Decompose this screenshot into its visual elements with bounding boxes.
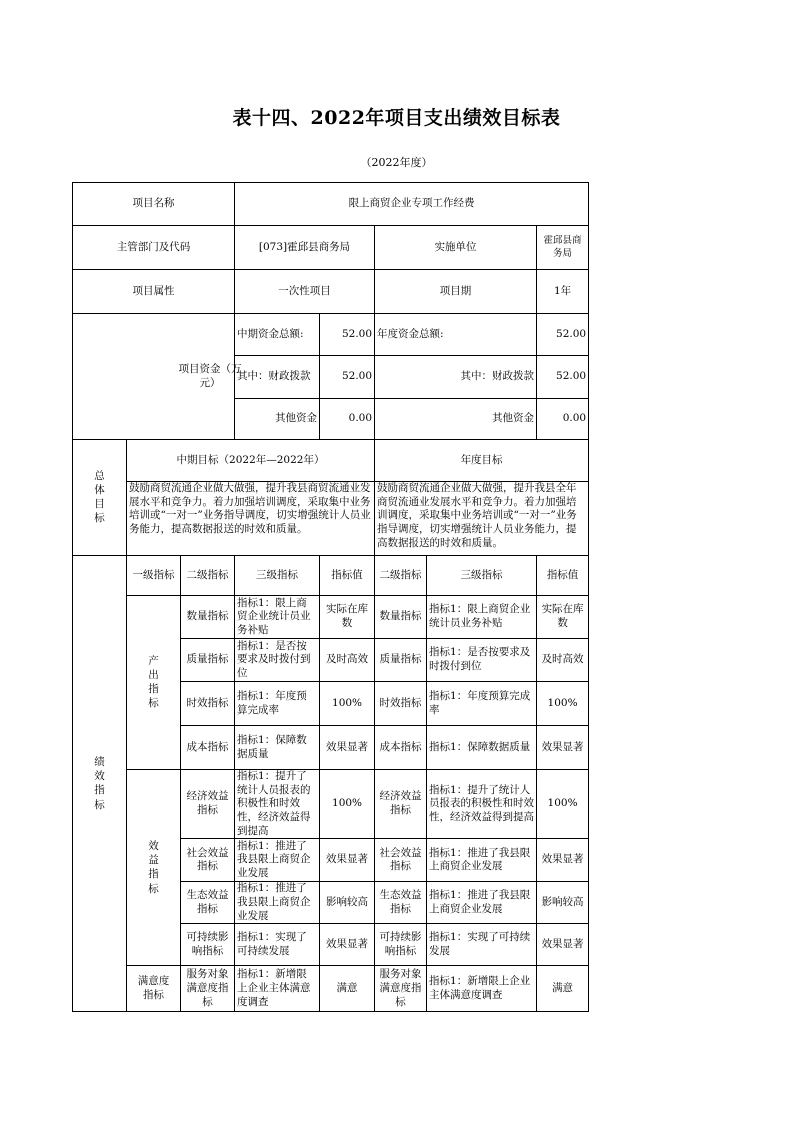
table-row-l3: 指标1：推进了我县限上商贸企业发展 <box>235 839 320 882</box>
table-row-l2b: 质量指标 <box>375 639 427 682</box>
header-level3b: 三级指标 <box>427 556 537 596</box>
project-period-value: 1年 <box>537 270 589 314</box>
mid-fin-value: 52.00 <box>320 356 375 399</box>
table-row-value: 效果显著 <box>320 924 375 966</box>
table-row-l3: 指标1：是否按要求及时拨付到位 <box>235 639 320 682</box>
overall-goal-label-text: 总体目标 <box>94 469 105 525</box>
table-row-l3: 指标1：推进了我县限上商贸企业发展 <box>235 882 320 924</box>
table-row-l3b: 指标1：新增限上企业主体满意度调查 <box>427 966 537 1012</box>
table-row-value: 效果显著 <box>320 726 375 770</box>
year-fin-label: 其中：财政拨款 <box>375 356 537 399</box>
table-row-valueb: 影响较高 <box>537 882 589 924</box>
table-row-l2: 质量指标 <box>181 639 235 682</box>
header-level3: 三级指标 <box>235 556 320 596</box>
header-level2b: 二级指标 <box>375 556 427 596</box>
table-row-l3b: 指标1：年度预算完成率 <box>427 682 537 726</box>
impl-unit-label: 实施单位 <box>375 226 537 270</box>
table-row-valueb: 实际在库数 <box>537 596 589 639</box>
mid-other-label: 其他资金 <box>235 399 320 440</box>
project-attr-value: 一次性项目 <box>235 270 375 314</box>
table-row-l3b: 指标1：推进了我县限上商贸企业发展 <box>427 882 537 924</box>
mid-goal-text: 鼓励商贸流通企业做大做强，提升我县商贸流通业发展水平和竞争力。着力加强培训调度，采取集中业务培训或“一对一”业务指导调度，切实增强统计人员业务能力，提高数据报送的时效和质量。 <box>127 482 375 556</box>
output-label <box>127 596 181 770</box>
table-row-l2b: 服务对象满意度指标 <box>375 966 427 1012</box>
funds-label-text: 项目资金（万元） <box>178 362 242 389</box>
mid-other-value: 0.00 <box>320 399 375 440</box>
benefit-label <box>127 770 181 966</box>
table-row-valueb: 满意 <box>537 966 589 1012</box>
mid-total-value: 52.00 <box>320 314 375 356</box>
table-row-l2: 数量指标 <box>181 596 235 639</box>
mid-goal-header: 中期目标（2022年—2022年） <box>127 440 375 482</box>
table-row-valueb: 效果显著 <box>537 924 589 966</box>
year-goal-header: 年度目标 <box>375 440 589 482</box>
header-level1: 一级指标 <box>127 556 181 596</box>
table-row-l3: 指标1：新增限上企业主体满意度调查 <box>235 966 320 1012</box>
table-row-l2b: 经济效益指标 <box>375 770 427 839</box>
year-fin-value: 52.00 <box>537 356 589 399</box>
table-row-value: 满意 <box>320 966 375 1012</box>
table-row-l3: 指标1：保障数据质量 <box>235 726 320 770</box>
project-name-label: 项目名称 <box>73 183 235 226</box>
year-total-value: 52.00 <box>537 314 589 356</box>
table-row-l2: 时效指标 <box>181 682 235 726</box>
table-row-l3b: 指标1：实现了可持续发展 <box>427 924 537 966</box>
project-name-value: 限上商贸企业专项工作经费 <box>235 183 589 226</box>
table-row-l3: 指标1：提升了统计人员报表的积极性和时效性，经济效益得到提高 <box>235 770 320 839</box>
table-row-value: 及时高效 <box>320 639 375 682</box>
table-row-l3b: 指标1：是否按要求及时拨付到位 <box>427 639 537 682</box>
impl-unit-value: 霍邱县商务局 <box>537 226 589 270</box>
dept-label: 主管部门及代码 <box>73 226 235 270</box>
header-value: 指标值 <box>320 556 375 596</box>
perf-label <box>73 556 127 1012</box>
table-row-l2: 成本指标 <box>181 726 235 770</box>
year-other-label: 其他资金 <box>375 399 537 440</box>
table-row-l3b: 指标1：提升了统计人员报表的积极性和时效性，经济效益得到提高 <box>427 770 537 839</box>
year-total-label: 年度资金总额: <box>375 314 537 356</box>
output-label-text: 产出指标 <box>148 654 159 710</box>
satisfaction-label-text: 满意度指标 <box>137 975 170 1001</box>
table-row-valueb: 及时高效 <box>537 639 589 682</box>
table-row-l2: 生态效益指标 <box>181 882 235 924</box>
table-row-l3b: 指标1：推进了我县限上商贸企业发展 <box>427 839 537 882</box>
table-row-l2b: 社会效益指标 <box>375 839 427 882</box>
table-row-l2: 社会效益指标 <box>181 839 235 882</box>
table-row-l2: 可持续影响指标 <box>181 924 235 966</box>
table-row-l2b: 数量指标 <box>375 596 427 639</box>
table-row-valueb: 效果显著 <box>537 839 589 882</box>
mid-fin-label: 其中：财政拨款 <box>235 356 320 399</box>
table-row-value: 影响较高 <box>320 882 375 924</box>
table-row-value: 实际在库数 <box>320 596 375 639</box>
table-row-l3b: 指标1：限上商贸企业统计员业务补贴 <box>427 596 537 639</box>
year-label: （2022年度） <box>360 156 433 169</box>
funds-label <box>73 314 242 440</box>
dept-value: [073]霍邱县商务局 <box>235 226 375 270</box>
page-title: 表十四、2022年项目支出绩效目标表 <box>232 107 561 129</box>
year-other-value: 0.00 <box>537 399 589 440</box>
table-row-l2b: 生态效益指标 <box>375 882 427 924</box>
table-row-l3: 指标1：实现了可持续发展 <box>235 924 320 966</box>
table-row-value: 100% <box>320 682 375 726</box>
header-valueb: 指标值 <box>537 556 589 596</box>
table-row-value: 效果显著 <box>320 839 375 882</box>
year-goal-text: 鼓励商贸流通企业做大做强，提升我县全年商贸流通业发展水平和竞争力。着力加强培训调度，采取集中业务培训或“一对一”业务指导调度，切实增强统计人员业务能力，提高数据报送的时效和质量。 <box>375 482 589 556</box>
table-row-value: 100% <box>320 770 375 839</box>
table-row-l2b: 成本指标 <box>375 726 427 770</box>
benefit-label-text: 效益指标 <box>148 840 159 895</box>
table-row-valueb: 效果显著 <box>537 726 589 770</box>
table-row-l3: 指标1：限上商贸企业统计员业务补贴 <box>235 596 320 639</box>
project-attr-label: 项目属性 <box>73 270 235 314</box>
performance-table <box>72 182 589 1012</box>
project-period-label: 项目期 <box>375 270 537 314</box>
table-row-l3: 指标1：年度预算完成率 <box>235 682 320 726</box>
table-row-l2b: 可持续影响指标 <box>375 924 427 966</box>
table-row-valueb: 100% <box>537 682 589 726</box>
mid-total-label: 中期资金总额: <box>235 314 320 356</box>
perf-label-text: 绩效指标 <box>94 756 105 811</box>
table-row-l2b: 时效指标 <box>375 682 427 726</box>
table-row-valueb: 100% <box>537 770 589 839</box>
header-level2: 二级指标 <box>181 556 235 596</box>
table-row-l2: 服务对象满意度指标 <box>181 966 235 1012</box>
overall-goal-label <box>73 440 127 556</box>
satisfaction-label <box>127 966 181 1012</box>
table-row-l3b: 指标1：保障数据质量 <box>427 726 537 770</box>
table-row-l2: 经济效益指标 <box>181 770 235 839</box>
